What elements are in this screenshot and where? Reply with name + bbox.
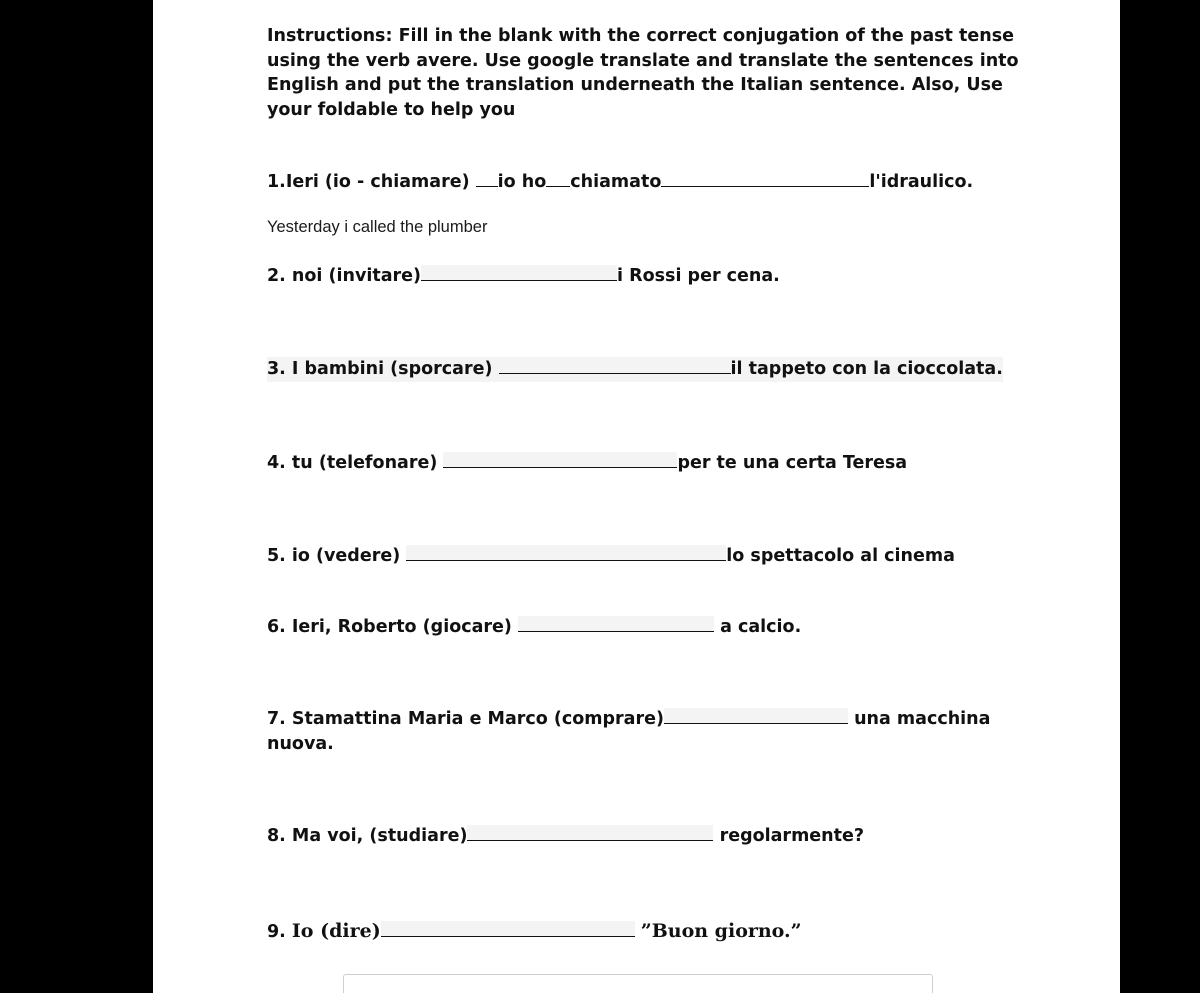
- question-9-prefix: Io (dire): [291, 920, 381, 942]
- question-9: [267, 919, 802, 945]
- question-1-suffix: l'idraulico.: [869, 172, 974, 192]
- question-4: [267, 451, 907, 476]
- question-5: [267, 544, 955, 569]
- question-3-blank[interactable]: [499, 358, 731, 374]
- question-1-answer-part2: chiamato: [570, 172, 662, 192]
- question-1-answer-part1: io ho: [497, 172, 547, 192]
- question-5-prefix: 5. io (vedere): [267, 546, 401, 566]
- question-1: [267, 170, 973, 195]
- question-1-blank-b[interactable]: [546, 171, 570, 187]
- question-7-blank[interactable]: [664, 708, 848, 724]
- question-6-blank[interactable]: [518, 616, 714, 632]
- question-9-number: 9.: [267, 922, 286, 942]
- instructions-text: Instructions: Fill in the blank with the correct conjugation of the past tense using the verb avere. Use google translate and translate the sentences into English and put the translation underneath the Italian sentence. Also, Use your foldable to help you: [267, 26, 1019, 120]
- question-2-suffix: i Rossi per cena.: [617, 266, 780, 286]
- question-5-blank[interactable]: [406, 545, 726, 561]
- question-8-suffix: regolarmente?: [719, 826, 865, 846]
- question-1-translation: Yesterday i called the plumber: [267, 218, 488, 236]
- question-6-prefix: 6. Ieri, Roberto (giocare): [267, 617, 512, 637]
- question-2-blank[interactable]: [421, 265, 617, 281]
- question-9-suffix: ”Buon giorno.”: [640, 920, 802, 942]
- question-2-prefix: 2. noi (invitare): [267, 266, 422, 286]
- question-9-blank[interactable]: [381, 921, 635, 937]
- question-3: [267, 357, 1003, 382]
- question-2: [267, 264, 780, 289]
- question-1-blank-c[interactable]: [661, 171, 869, 187]
- question-4-prefix: 4. tu (telefonare): [267, 453, 438, 473]
- question-8: [267, 824, 864, 849]
- question-6: [267, 615, 801, 640]
- answer-box[interactable]: [343, 974, 933, 993]
- question-1-blank-a[interactable]: [476, 171, 498, 187]
- worksheet-page: [153, 0, 1120, 993]
- question-4-blank[interactable]: [443, 452, 677, 468]
- question-8-prefix: 8. Ma voi, (studiare): [267, 826, 468, 846]
- question-8-blank[interactable]: [467, 825, 713, 841]
- question-3-prefix: 3. I bambini (sporcare): [267, 359, 493, 379]
- question-3-suffix: il tappeto con la cioccolata.: [730, 359, 1003, 379]
- question-7-suffix: una macchina: [854, 709, 991, 729]
- question-7: [267, 707, 990, 732]
- question-4-suffix: per te una certa Teresa: [677, 453, 908, 473]
- question-1-prefix: 1.Ieri (io - chiamare): [267, 172, 470, 192]
- question-5-suffix: lo spettacolo al cinema: [726, 546, 955, 566]
- question-7-prefix: 7. Stamattina Maria e Marco (comprare): [267, 709, 664, 729]
- question-7-line2: nuova.: [267, 734, 334, 754]
- question-6-suffix: a calcio.: [720, 617, 802, 637]
